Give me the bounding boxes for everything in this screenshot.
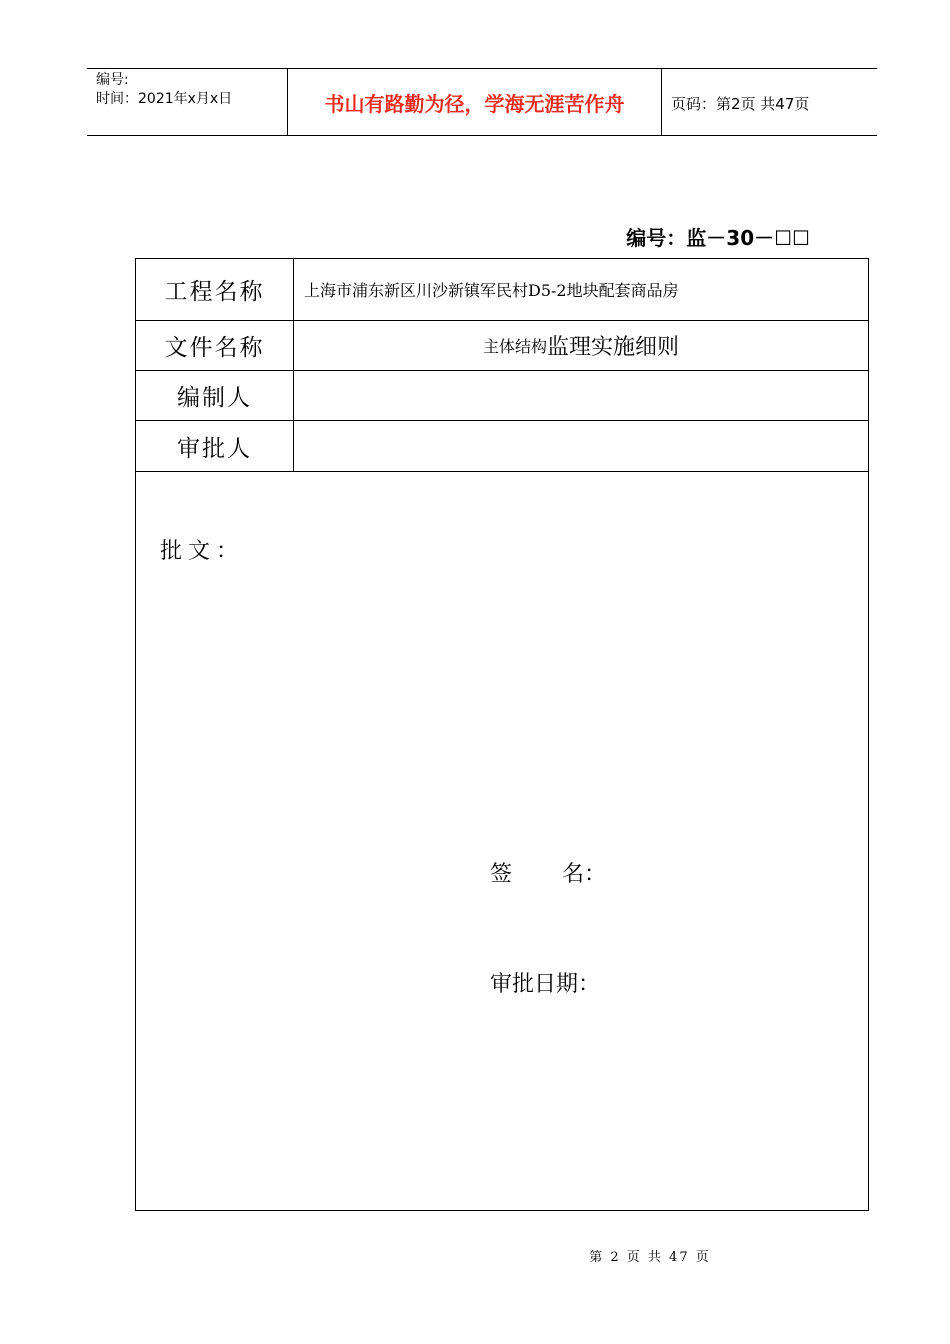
approval-text-label: 批文： — [160, 539, 245, 564]
author-row — [136, 371, 868, 421]
header-time-label: 时间：2021年x月x日 — [96, 91, 233, 107]
project-name-value: 上海市浦东新区川沙新镇军民村D5-2地块配套商品房 — [304, 281, 679, 300]
page-header — [87, 68, 877, 136]
approver-row — [136, 421, 868, 472]
project-name-label: 工程名称 — [136, 259, 294, 320]
file-name-value — [294, 321, 868, 370]
file-name-value-main: 监理实施细则 — [547, 335, 680, 360]
approver-value[interactable] — [294, 421, 868, 471]
header-motto: 书山有路勤为径，学海无涯苦作舟 — [324, 91, 625, 116]
header-meta — [87, 69, 288, 135]
file-name-label: 文件名称 — [136, 321, 294, 370]
author-value[interactable] — [294, 371, 868, 420]
file-name-value-prefix: 主体结构 — [482, 337, 547, 356]
project-name-row — [136, 259, 868, 321]
author-label: 编制人 — [136, 371, 294, 420]
header-number-label: 编号: — [96, 72, 129, 88]
signature-line — [490, 857, 606, 888]
signature-label-a: 签 — [490, 862, 513, 887]
signature-label-b: 名： — [562, 862, 607, 887]
approval-form — [135, 258, 869, 1211]
page-footer: 第 2 页 共 47 页 — [589, 1250, 711, 1265]
header-motto-cell — [288, 69, 662, 135]
header-page-info: 页码：第2页 共47页 — [671, 95, 810, 113]
approval-date-label: 审批日期： — [490, 972, 601, 997]
document-number: 编号：监－30－☐☐ — [626, 226, 810, 250]
file-name-row — [136, 321, 868, 371]
approver-label: 审批人 — [136, 421, 294, 471]
